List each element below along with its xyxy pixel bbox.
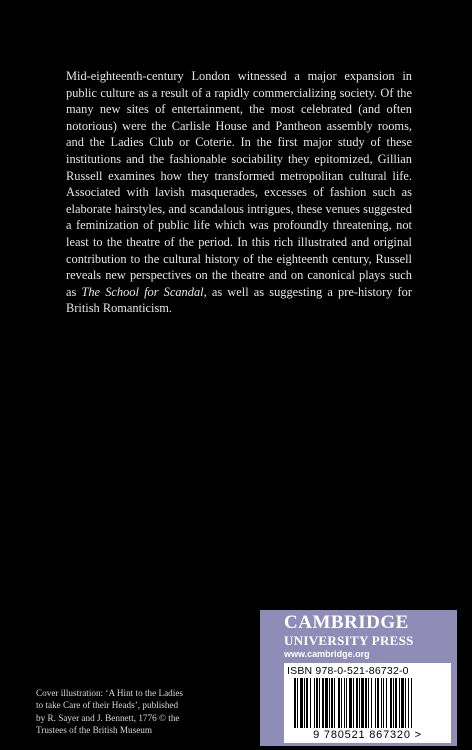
play-title: The School for Scandal <box>81 284 204 299</box>
isbn-label: ISBN 978-0-521-86732-0 <box>287 665 409 677</box>
book-description <box>66 68 412 317</box>
barcode-icon <box>292 678 448 730</box>
barcode-panel <box>284 663 451 743</box>
publisher-press: UNIVERSITY PRESS <box>284 633 414 648</box>
publisher-name: CAMBRIDGE <box>284 612 409 633</box>
cover-illustration-credit: Cover illustration: ‘A Hint to the Ladies to take Care of their Heads’, published by R. Sayer and J. Bennett, 1776 © the Trustees of the British Museum <box>36 688 183 736</box>
publisher-panel <box>260 610 457 746</box>
barcode-digits: 9 780521 867320 > <box>313 729 422 741</box>
description-text-part-1: Mid-eighteenth-century London witnessed a major expansion in public culture as a result of a rapidly commercializing society. Of the many new sites of entertainment, the most celebrated (and often notorious) were the Carlisle House and Pantheon assembly rooms, and the Ladies Club or Coterie. In the first major study of these institutions and the fashionable sociability they epitomized, Gillian Russell examines how they transformed metropolitan cultural life. Associated with lavish masquerades, excesses of fashion such as elaborate hairstyles, and scandalous intrigues, these venues suggested a feminization of public life which was profoundly threatening, not least to the theatre of the period. In this rich illustrated and original contribution to the cultural history of the eighteenth century, Russell reveals new perspectives on the theatre and on canonical plays such as <box>66 69 412 299</box>
description-text-part-2: , as well as suggesting a pre-history for British Romanticism. <box>66 284 412 316</box>
publisher-url: www.cambridge.org <box>284 649 370 659</box>
